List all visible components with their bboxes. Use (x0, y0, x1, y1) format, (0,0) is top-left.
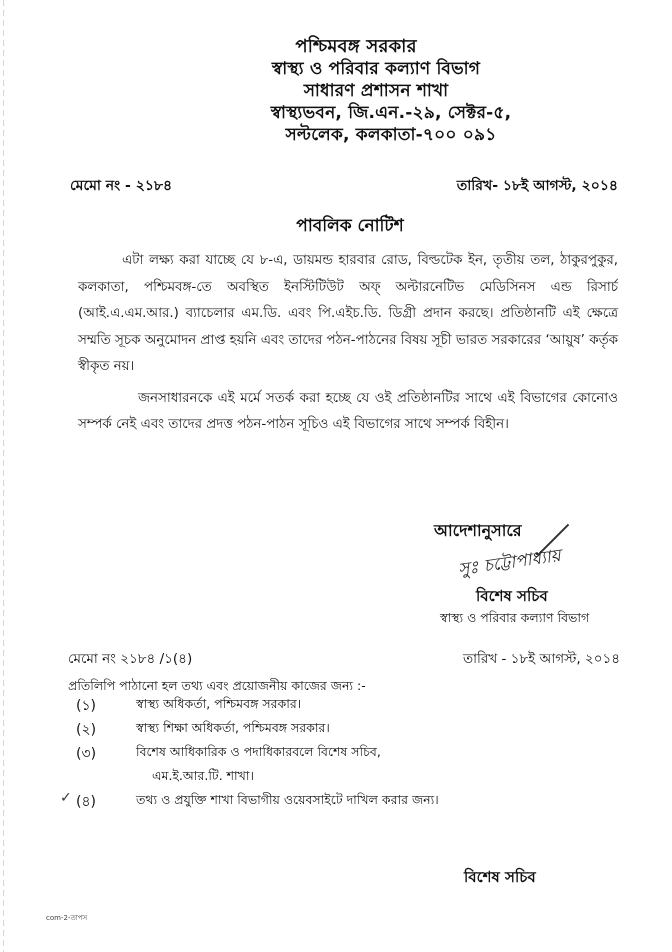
copy-item-number: (৩) (76, 746, 97, 762)
signatory-title: বিশেষ সচিব (476, 587, 548, 605)
notice-title: পাবলিক নোটিশ (296, 216, 404, 236)
copy-item-text: স্বাস্থ্য শিক্ষা অধিকর্তা, পশ্চিমবঙ্গ সরকার। (136, 720, 330, 735)
body-paragraph: জনসাধারনকে এই মর্মে সতর্ক করা হচ্ছে যে ওই প্রতিষ্ঠানটির সাথে এই বিভাগের কোনোও সম্পর্ক নেই এবং তাদের প্রদত্ত পঠন-পাঠন সূচিও এই বিভাগের সাথে সম্পর্ক বিহীন। (78, 390, 618, 432)
letterhead-government: পশ্চিমবঙ্গ সরকার (295, 36, 417, 57)
body-paragraph: এটা লক্ষ্য করা যাচ্ছে যে ৮-এ, ডায়মন্ড হারবার রোড, বিল্ডটেক ইন, তৃতীয় তল, ঠাকুরপুকুর, কলকাতা, পশ্চিমবঙ্গ-তে অবস্থিত ইনস্টিটিউট অফ্ অল্টারনেটিভ মেডিসিনস এন্ড রিসার্চ (আই.এ.এম.আর.) ব্যাচেলার এম.ডি. এবং পি.এইচ.ডি. ডিগ্রী প্রদান করছে। প্রতিষ্ঠানটি এই ক্ষেত্রে সম্মতি সূচক অনুমোদন প্রাপ্ত হয়নি এবং তাদের পঠন-পাঠনের বিষয় সূচী ভারত সরকারের ‘আয়ুষ’ কর্তৃক স্বীকৃত নয়। (78, 253, 618, 374)
copy-list-item-continuation (70, 766, 630, 790)
copy-list-item (70, 718, 630, 742)
copy-item-text: বিশেষ আধিকারিক ও পদাধিকারবলে বিশেষ সচিব, (136, 744, 381, 759)
letterhead-branch: সাধারণ প্রশাসন শাখা (303, 81, 449, 101)
copy-item-text: তথ্য ও প্রযুক্তি শাখা বিভাগীয় ওয়েবসাইটে দাখিল করার জন্য। (136, 792, 439, 807)
copy-list-item (60, 790, 630, 814)
letterhead-address: স্বাস্থ্যভবন, জি.এন.-২৯, সেক্টর-৫, (270, 103, 512, 123)
memo-date: তারিখ- ১৮ই আগস্ট, ২০১৪ (456, 178, 618, 194)
memo-copy-number: মেমো নং ২১৮৪ /১(৪) (68, 651, 193, 667)
copy-item-number: (২) (76, 722, 97, 738)
copy-item-number: (১) (76, 698, 97, 714)
copy-list-item (70, 694, 630, 718)
signatory-department: স্বাস্থ্য ও পরিবার কল্যাণ বিভাগ (440, 610, 590, 625)
memo-header (70, 174, 618, 198)
copy-item-number: (৪) (76, 794, 97, 810)
letterhead-department: স্বাস্থ্য ও পরিবার কল্যাণ বিভাগ (271, 59, 481, 79)
copy-list-item (70, 742, 630, 766)
copy-item-text: এম.ই.আর.টি. শাখা। (152, 768, 254, 783)
memo-number: মেমো নং - ২১৮৪ (70, 178, 173, 194)
memo-copy-header (68, 648, 620, 671)
footer-code: com-2-তাপস (46, 914, 88, 922)
copy-intro: প্রতিলিপি পাঠানো হল তথ্য এবং প্রয়োজনীয় কাজের জন্য :- (68, 678, 366, 693)
handwritten-signature: সুঃ চট্টোপাধ্যায় (456, 545, 562, 581)
letterhead (0, 36, 672, 146)
letterhead-city: সল্টলেক, কলকাতা-৭০০ ০৯১ (285, 125, 497, 145)
notice-body (78, 248, 618, 444)
handwritten-tick-icon: ✓ (60, 790, 72, 806)
final-signatory-title: বিশেষ সচিব (464, 868, 536, 886)
copy-item-text: স্বাস্থ্য অধিকর্তা, পশ্চিমবঙ্গ সরকার। (136, 696, 302, 711)
copy-list (60, 694, 630, 814)
by-order-label: আদেশানুসারে (434, 521, 522, 540)
memo-copy-date: তারিখ - ১৮ই আগস্ট, ২০১৪ (463, 651, 620, 667)
